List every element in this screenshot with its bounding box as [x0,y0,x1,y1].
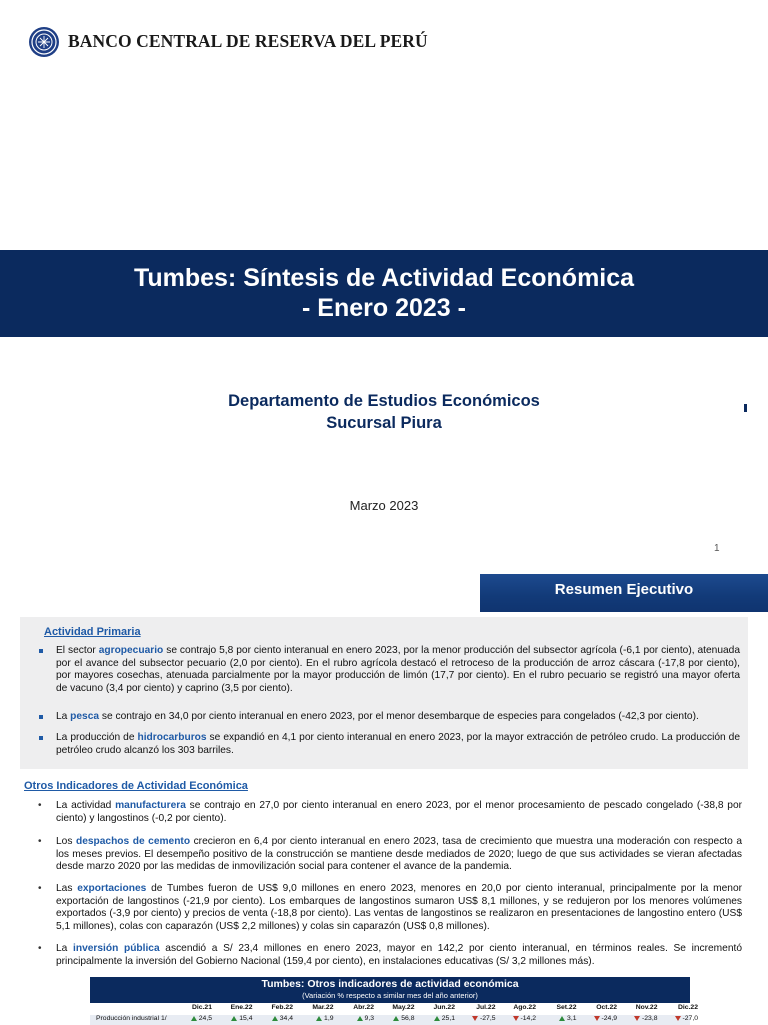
bullet-icon: • [38,836,42,847]
bullet-icon: • [38,883,42,894]
cell-value: 3,1 [567,1015,577,1022]
arrow-up-icon [316,1016,322,1021]
column-header: Dic.22 [677,1004,698,1011]
cell-value: -23,8 [642,1015,658,1022]
cell-value: -14,2 [520,1015,536,1022]
cell-value: -24,9 [601,1015,617,1022]
bullet-icon: • [38,800,42,811]
table-title: Tumbes: Otros indicadores de actividad económica [261,978,519,990]
table-cell [456,1015,496,1022]
keyword: agropecuario [98,645,164,656]
table-cell [618,1015,658,1022]
title-banner [0,250,768,337]
column-header: Mar.22 [312,1004,334,1011]
other-item-exportaciones: • Las exportaciones de Tumbes fueron de US$ 9,0 millones en enero 2023, menores en 20,0 por ciento interanual, principalmente por la menor exportación de langostinos (-21,9 por ciento). Los embarques de langostinos sumaron US$ 8,1 millones, y se redujeron por los menores volúmenes exportados (-3,9 por ciento) y precios de venta (-18,8 por ciento). Las ventas de langostinos se realizaron en presentaciones de langostino entero (US$ 5,1 millones), colas con caparazón (US$ 2,2 millones) y colas sin caparazón (US$ 0,8 millones). [38,883,743,932]
keyword: inversión pública [73,943,160,954]
table-cell [334,1015,374,1022]
indicators-table-header [90,977,690,1003]
cell-value: 56,8 [401,1015,415,1022]
primary-activity-title: Actividad Primaria [44,626,141,638]
table-cell [172,1015,212,1022]
column-header: Jun.22 [433,1004,455,1011]
keyword: hidrocarburos [137,732,207,743]
column-header: May.22 [392,1004,415,1011]
department-name: Departamento de Estudios Económicos [228,392,540,410]
arrow-up-icon [559,1016,565,1021]
arrow-up-icon [272,1016,278,1021]
primary-item-pesca: La pesca se contrajo en 34,0 por ciento interanual en enero 2023, por el menor desembarque de especies para congelados (-42,3 por ciento). [56,711,740,724]
table-cell [658,1015,698,1022]
keyword: exportaciones [77,883,147,894]
executive-summary-banner: Resumen Ejecutivo [480,574,768,612]
table-cell [213,1015,253,1022]
other-item-cemento: • Los despachos de cemento crecieron en 6,4 por ciento interanual en enero 2023, tasa de crecimiento que muestra una moderación con respecto a los meses previos. El desempeño positivo de la construcción se mantiene desde mediados de 2020; luego de que sus actividades se vieran afectadas desde marzo 2020 por las medidas de inmovilización social para contener el avance de la pandemia. [38,836,742,873]
bcrp-logo-icon [28,26,60,58]
table-cell [537,1015,577,1022]
page-title: Tumbes: Síntesis de Actividad Económica [133,264,635,292]
table-cell [496,1015,536,1022]
primary-item-hidrocarburos: La producción de hidrocarburos se expandió en 4,1 por ciento interanual en enero 2023, por la mayor extracción de petróleo crudo. La producción de petróleo crudo alcanzó los 303 barriles. [56,732,740,757]
column-header: Oct.22 [596,1004,617,1011]
arrow-up-icon [434,1016,440,1021]
column-header: Ago.22 [513,1004,536,1011]
arrow-up-icon [357,1016,363,1021]
report-date: Marzo 2023 [349,498,419,513]
other-item-inversion: • La inversión pública ascendió a S/ 23,4 millones en enero 2023, mayor en 142,2 por ciento interanual, en términos reales. Se incrementó principalmente la inversión del Gobierno Nacional (159,4 por ciento), en instalaciones educativas (S/ 3,2 millones más). [38,943,742,967]
arrow-down-icon [634,1016,640,1021]
other-item-manufactura: • La actividad manufacturera se contrajo en 27,0 por ciento interanual en enero 2023, por el menor procesamiento de pescado congelado (-38,8 por ciento) y langostinos (-0,2 por ciento). [38,800,742,824]
other-indicators-title: Otros Indicadores de Actividad Económica [24,780,248,792]
bullet-icon [39,715,43,719]
bank-name: BANCO CENTRAL DE RESERVA DEL PERÚ [68,31,428,51]
cell-value: 24,5 [198,1015,212,1022]
arrow-down-icon [675,1016,681,1021]
bullet-icon [39,649,43,653]
column-header: Ene.22 [230,1004,253,1011]
cell-value: 34,4 [279,1015,293,1022]
arrow-up-icon [393,1016,399,1021]
arrow-down-icon [594,1016,600,1021]
edge-marker [744,404,747,412]
keyword: despachos de cemento [75,836,191,847]
column-header: Abr.22 [353,1004,374,1011]
cell-value: -27,0 [682,1015,698,1022]
cell-value: 15,4 [239,1015,253,1022]
page-number: 1 [714,543,720,554]
column-header: Nov.22 [635,1004,658,1011]
row-label: Producción industrial 1/ [96,1015,167,1022]
column-header: Feb.22 [271,1004,293,1011]
table-cell [294,1015,334,1022]
bullet-icon [39,736,43,740]
cell-value: -27,5 [480,1015,496,1022]
column-header: Dic.21 [191,1004,212,1011]
branch-name: Sucursal Piura [326,414,442,432]
page-subtitle: - Enero 2023 - [302,294,466,322]
column-header: Jul.22 [476,1004,496,1011]
arrow-up-icon [231,1016,237,1021]
cell-value: 9,3 [364,1015,374,1022]
keyword: manufacturera [115,800,186,811]
arrow-down-icon [472,1016,478,1021]
keyword: pesca [70,711,100,722]
cell-value: 1,9 [324,1015,334,1022]
arrow-down-icon [513,1016,519,1021]
bullet-icon: • [38,943,42,954]
table-cell [415,1015,455,1022]
primary-item-agro: El sector agropecuario se contrajo 5,8 por ciento interanual en enero 2023, por la menor producción del subsector agrícola (-6,1 por ciento), atenuada por el avance del subsector pecuario (2,0 por ciento). En el rubro agrícola destacó el retroceso de la producción de arroz cáscara (-17,8 por ciento), por mayores cosechas, atenuada parcialmente por la mayor producción de limón (17,7 por ciento). En el rubro pecuario se registró una mayor oferta de vacuno (3,4 por ciento) y caprino (3,5 por ciento). [56,645,740,695]
table-subtitle: (Variación % respecto a similar mes del año anterior) [302,991,478,1000]
table-cell [253,1015,293,1022]
cell-value: 25,1 [441,1015,455,1022]
arrow-up-icon [191,1016,197,1021]
table-cell [577,1015,617,1022]
table-column-headers [90,1004,698,1014]
column-header: Set.22 [556,1004,577,1011]
department-block [0,390,768,434]
table-cell [375,1015,415,1022]
